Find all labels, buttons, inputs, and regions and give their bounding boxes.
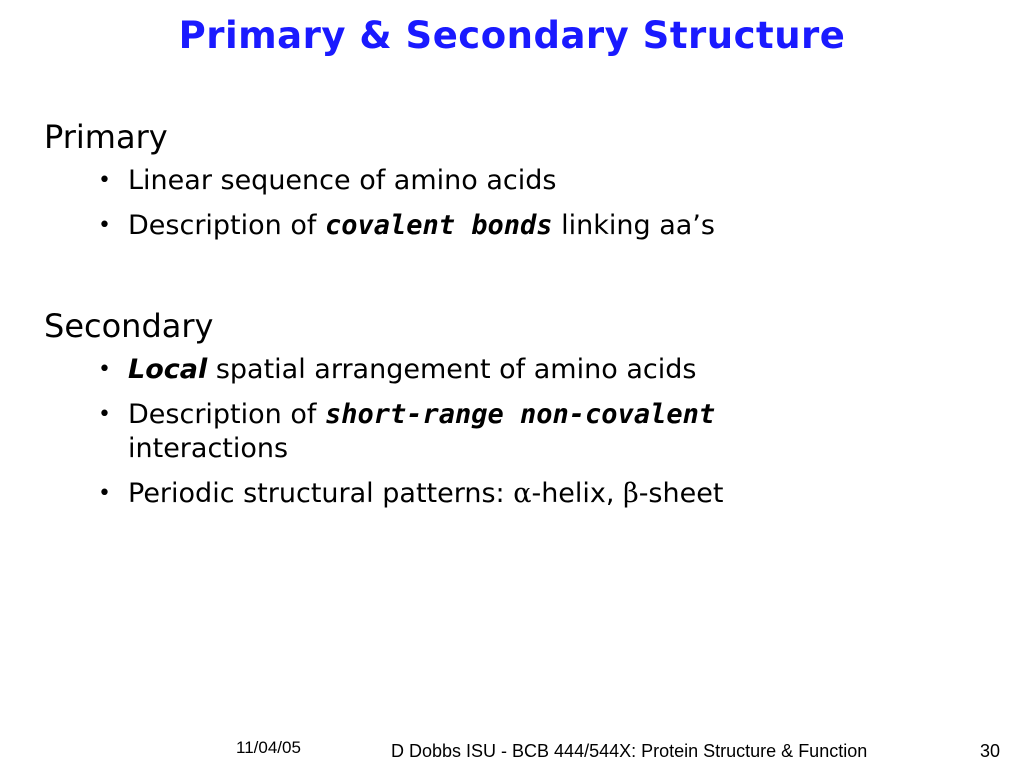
list-item (98, 209, 984, 243)
item-text: Linear sequence of amino acids (128, 165, 557, 196)
section-heading-secondary: Secondary (44, 307, 214, 345)
section-heading-primary: Primary (44, 118, 168, 156)
item-text-pre: Description of (128, 399, 325, 430)
bullet-icon: • (98, 481, 111, 506)
footer-credit: D Dobbs ISU - BCB 444/544X: Protein Structure & Function (391, 741, 868, 761)
section-secondary (44, 305, 984, 522)
item-text-pre: Description of (128, 210, 325, 241)
page-number: 30 (980, 741, 1001, 761)
bullet-icon: • (98, 357, 111, 382)
item-text-pre: Periodic structural patterns: (128, 478, 514, 509)
item-text-post: -sheet (638, 478, 724, 509)
bullet-icon: • (98, 402, 111, 427)
item-text-emphasis: Local (128, 354, 208, 385)
item-text-post: spatial arrangement of amino acids (207, 354, 697, 385)
item-text-emphasis: short-range non-covalent (324, 399, 716, 430)
item-text-emphasis: covalent bonds (324, 210, 553, 241)
beta-symbol: β (623, 478, 639, 509)
list-item (98, 164, 984, 198)
section-primary (44, 116, 984, 254)
bullet-icon: • (98, 213, 111, 238)
item-text-post: linking aa’s (552, 210, 715, 241)
footer-date: 11/04/05 (236, 738, 301, 757)
bullet-icon: • (98, 168, 111, 193)
item-text-post: interactions (128, 433, 289, 464)
list-item (98, 477, 984, 511)
list-item (98, 398, 984, 466)
list-item (98, 353, 984, 387)
alpha-symbol: α (513, 478, 532, 509)
primary-bullet-list (44, 164, 984, 243)
slide-title: Primary & Secondary Structure (178, 14, 846, 57)
secondary-bullet-list (44, 353, 984, 511)
item-text-mid: -helix, (531, 478, 624, 509)
